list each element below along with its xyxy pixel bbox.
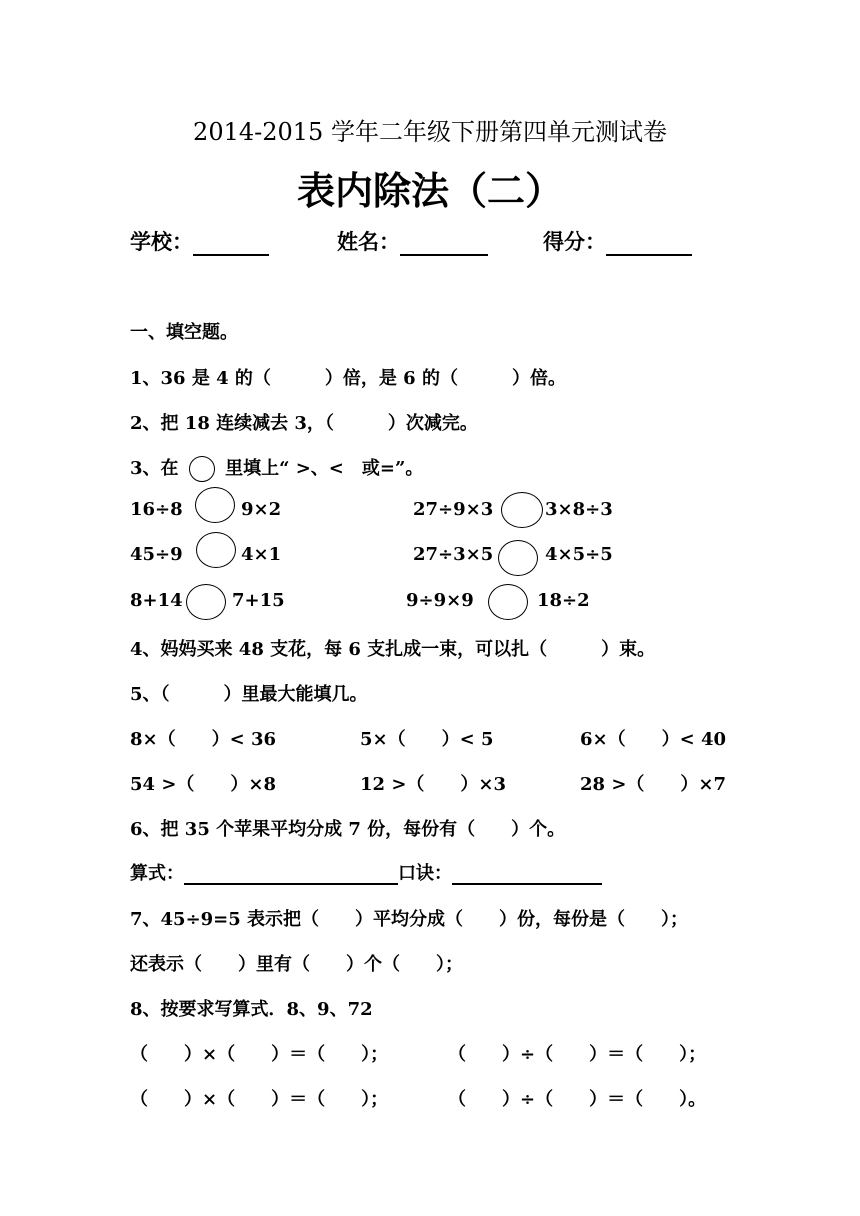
school-field (130, 226, 269, 256)
formula-blank[interactable] (184, 861, 398, 885)
name-field (337, 226, 488, 256)
compare-right-c: 9÷9×9 (406, 590, 474, 611)
equation-item: （ ）÷（ ）＝（ ）； (448, 1044, 707, 1065)
name-blank[interactable] (400, 232, 488, 256)
fill-max-item: 8×（ ）< 36 (130, 729, 277, 750)
compare-circle[interactable] (488, 584, 528, 620)
compare-circle[interactable] (195, 487, 235, 523)
question-1: 1、36 是 4 的（ ）倍，是 6 的（ ）倍。 (130, 368, 566, 389)
question-6: 6、把 35 个苹果平均分成 7 份，每份有（ ）个。 (130, 819, 566, 840)
fill-max-item: 54 >（ ）×8 (130, 774, 277, 795)
fill-max-item: 5×（ ）< 5 (360, 729, 494, 750)
compare-right-d: 4×5÷5 (545, 544, 613, 565)
equation-item: （ ）÷（ ）＝（ ）。 (448, 1089, 707, 1110)
subtitle: 2014-2015 学年二年级下册第四单元测试卷 (193, 118, 667, 146)
compare-right-d: 18÷2 (537, 590, 590, 611)
formula-label: 算式： (130, 863, 184, 884)
compare-left-a: 16÷8 (130, 499, 183, 520)
compare-circle[interactable] (186, 584, 226, 620)
question-7: 7、45÷9=5 表示把（ ）平均分成（ ）份，每份是（ ）； (130, 909, 689, 930)
section-heading: 一、填空题。 (130, 322, 238, 343)
equation-item: （ ）×（ ）＝（ ）； (130, 1089, 389, 1110)
compare-right-c: 27÷9×3 (413, 499, 494, 520)
compare-right-d: 3×8÷3 (545, 499, 613, 520)
compare-left-b: 4×1 (241, 544, 282, 565)
compare-left-b: 9×2 (241, 499, 282, 520)
compare-left-b: 7+15 (232, 590, 285, 611)
school-blank[interactable] (193, 232, 269, 256)
equation-item: （ ）×（ ）＝（ ）； (130, 1044, 389, 1065)
compare-circle[interactable] (196, 532, 236, 568)
question-3 (130, 454, 423, 482)
question-8: 8、按要求写算式．8、9、72 (130, 999, 373, 1020)
question-6-answer-line (130, 859, 602, 885)
compare-right-c: 27÷3×5 (413, 544, 494, 565)
fill-max-item: 28 >（ ）×7 (580, 774, 727, 795)
score-field (543, 226, 692, 256)
compare-circle[interactable] (498, 540, 538, 576)
compare-left-a: 8+14 (130, 590, 183, 611)
rhyme-blank[interactable] (452, 861, 602, 885)
name-label: 姓名： (337, 229, 400, 254)
rhyme-label: 口诀： (398, 863, 452, 884)
question-2: 2、把 18 连续减去 3，（ ）次减完。 (130, 413, 478, 434)
score-blank[interactable] (606, 232, 692, 256)
fill-max-item: 6×（ ）< 40 (580, 729, 727, 750)
question-5: 5、（ ）里最大能填几。 (130, 684, 368, 705)
fill-max-item: 12 >（ ）×3 (360, 774, 507, 795)
compare-circle[interactable] (501, 492, 543, 528)
compare-left-a: 45÷9 (130, 544, 183, 565)
question-3-pre: 3、在 (130, 458, 179, 479)
page-title: 表内除法（二） (296, 168, 563, 213)
school-label: 学校： (130, 229, 193, 254)
question-4: 4、妈妈买来 48 支花，每 6 支扎成一束，可以扎（ ）束。 (130, 639, 656, 660)
question-3-post: 里填上“ >、< 或=”。 (225, 458, 424, 479)
score-label: 得分： (543, 229, 606, 254)
inline-circle-icon (189, 456, 215, 482)
question-7-cont: 还表示（ ）里有（ ）个（ ）； (130, 954, 463, 975)
